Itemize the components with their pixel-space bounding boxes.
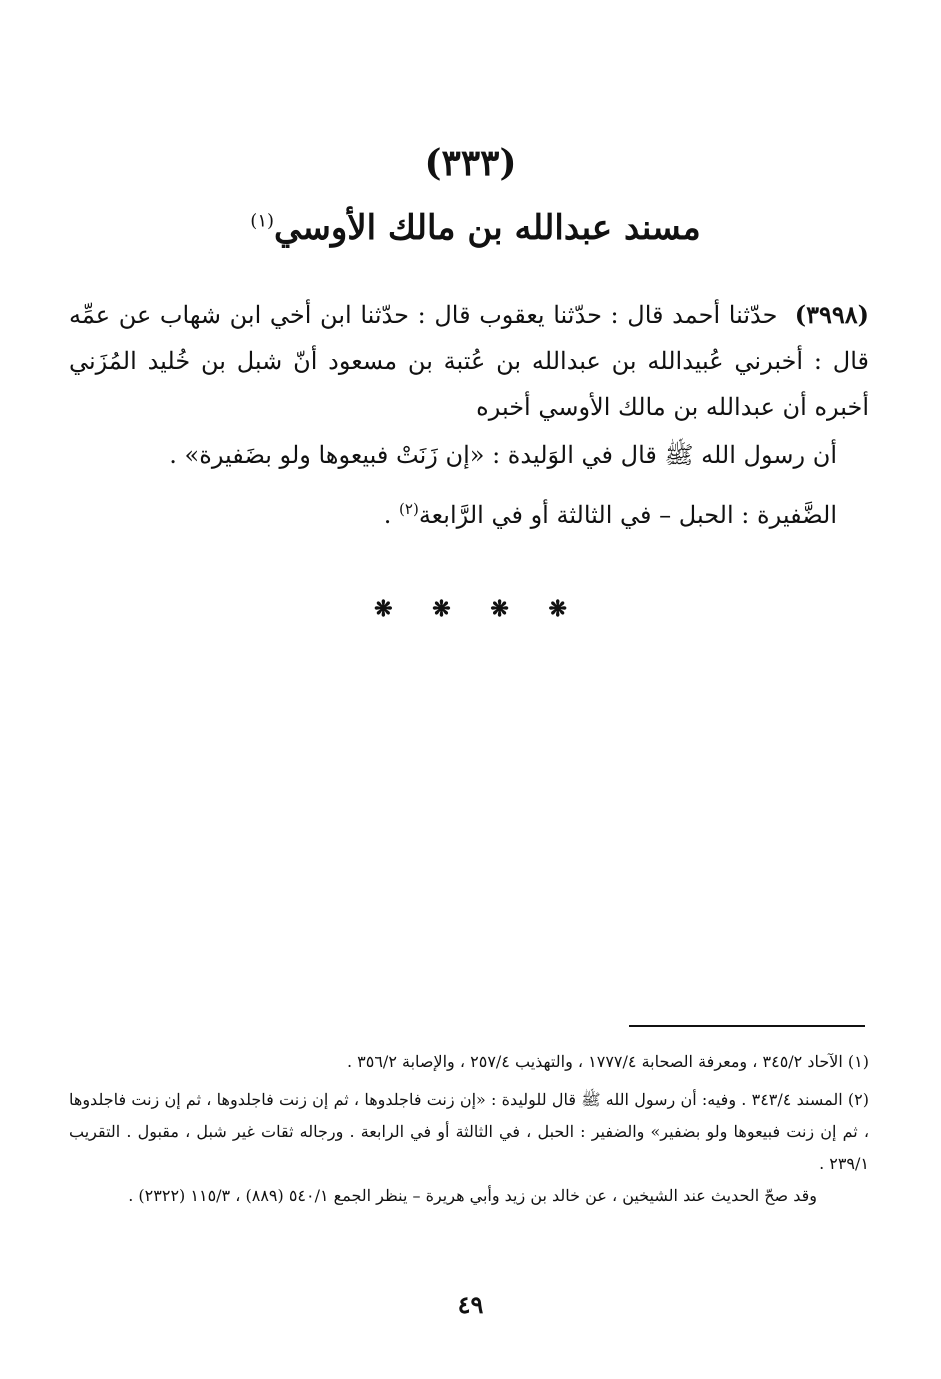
footnote-text: الآحاد ٣٤٥/٢ ، ومعرفة الصحابة ١٧٧٧/٤ ، والتهذيب ٢٥٧/٤ ، والإصابة ٣٥٦/٢ . [346, 1052, 843, 1071]
footnote-item [69, 1084, 869, 1212]
separator-star: ❋ [432, 596, 451, 622]
footnote-item [69, 1046, 869, 1078]
separator-star: ❋ [548, 596, 567, 622]
footnote-divider [629, 1025, 865, 1027]
gloss-end: . [383, 501, 400, 529]
footnote-marker: (١) [847, 1052, 869, 1071]
separator-star: ❋ [374, 596, 393, 622]
musnad-title [0, 208, 941, 248]
page-number: ٤٩ [457, 1290, 484, 1319]
separator-star: ❋ [490, 596, 509, 622]
matn-gloss-line [77, 486, 837, 538]
gloss-footnote-marker: (٢) [399, 500, 419, 518]
footnote-marker: (٢) [847, 1090, 870, 1109]
isnad-paragraph [69, 292, 869, 430]
isnad-text: حدّثنا أحمد قال : حدّثنا يعقوب قال : حدّثنا ابن أخي ابن شهاب عن عمِّه قال : أخبرني عُبيدالله بن عبدالله بن عُتبة بن مسعود أنّ شبل بن خُليد المُزَني أخبره أن عبدالله بن مالك الأوسي أخبره [69, 301, 869, 421]
section-separator [0, 596, 941, 622]
hadith-group-number: (٣٣٣) [424, 142, 517, 184]
footnote-continuation: وقد صحّ الحديث عند الشيخين ، عن خالد بن زيد وأبي هريرة – ينظر الجمع ٥٤٠/١ (٨٨٩) ، ١١٥/٣ (٢٣٢٢) . [128, 1186, 817, 1205]
footnotes [69, 1046, 869, 1218]
title-footnote-marker: (١) [250, 210, 275, 232]
matn-line [77, 432, 837, 478]
footnote-text: المسند ٣٤٣/٤ . وفيه: أن رسول الله ﷺ قال للوليدة : «إن زنت فاجلدوها ، ثم إن زنت فاجلدوها ، ثم إن زنت فاجلدوها ، ثم إن زنت فبيعوها ولو بضفير» والضفير : الحبل ، في الثالثة أو في الرابعة . ورجاله ثقات غير شبل ، مقبول . التقريب ٢٣٩/١ . [69, 1090, 869, 1173]
matn-text: أن رسول الله ﷺ قال في الوَليدة : «إن زَنَتْ فبيعوها ولو بضَفيرة» . [169, 441, 837, 469]
gloss-text: الضَّفيرة : الحبل – في الثالثة أو في الرَّابعة [418, 501, 837, 529]
hadith-number: (٣٩٩٨) [794, 300, 869, 329]
musnad-title-text: مسند عبدالله بن مالك الأوسي [274, 208, 701, 248]
